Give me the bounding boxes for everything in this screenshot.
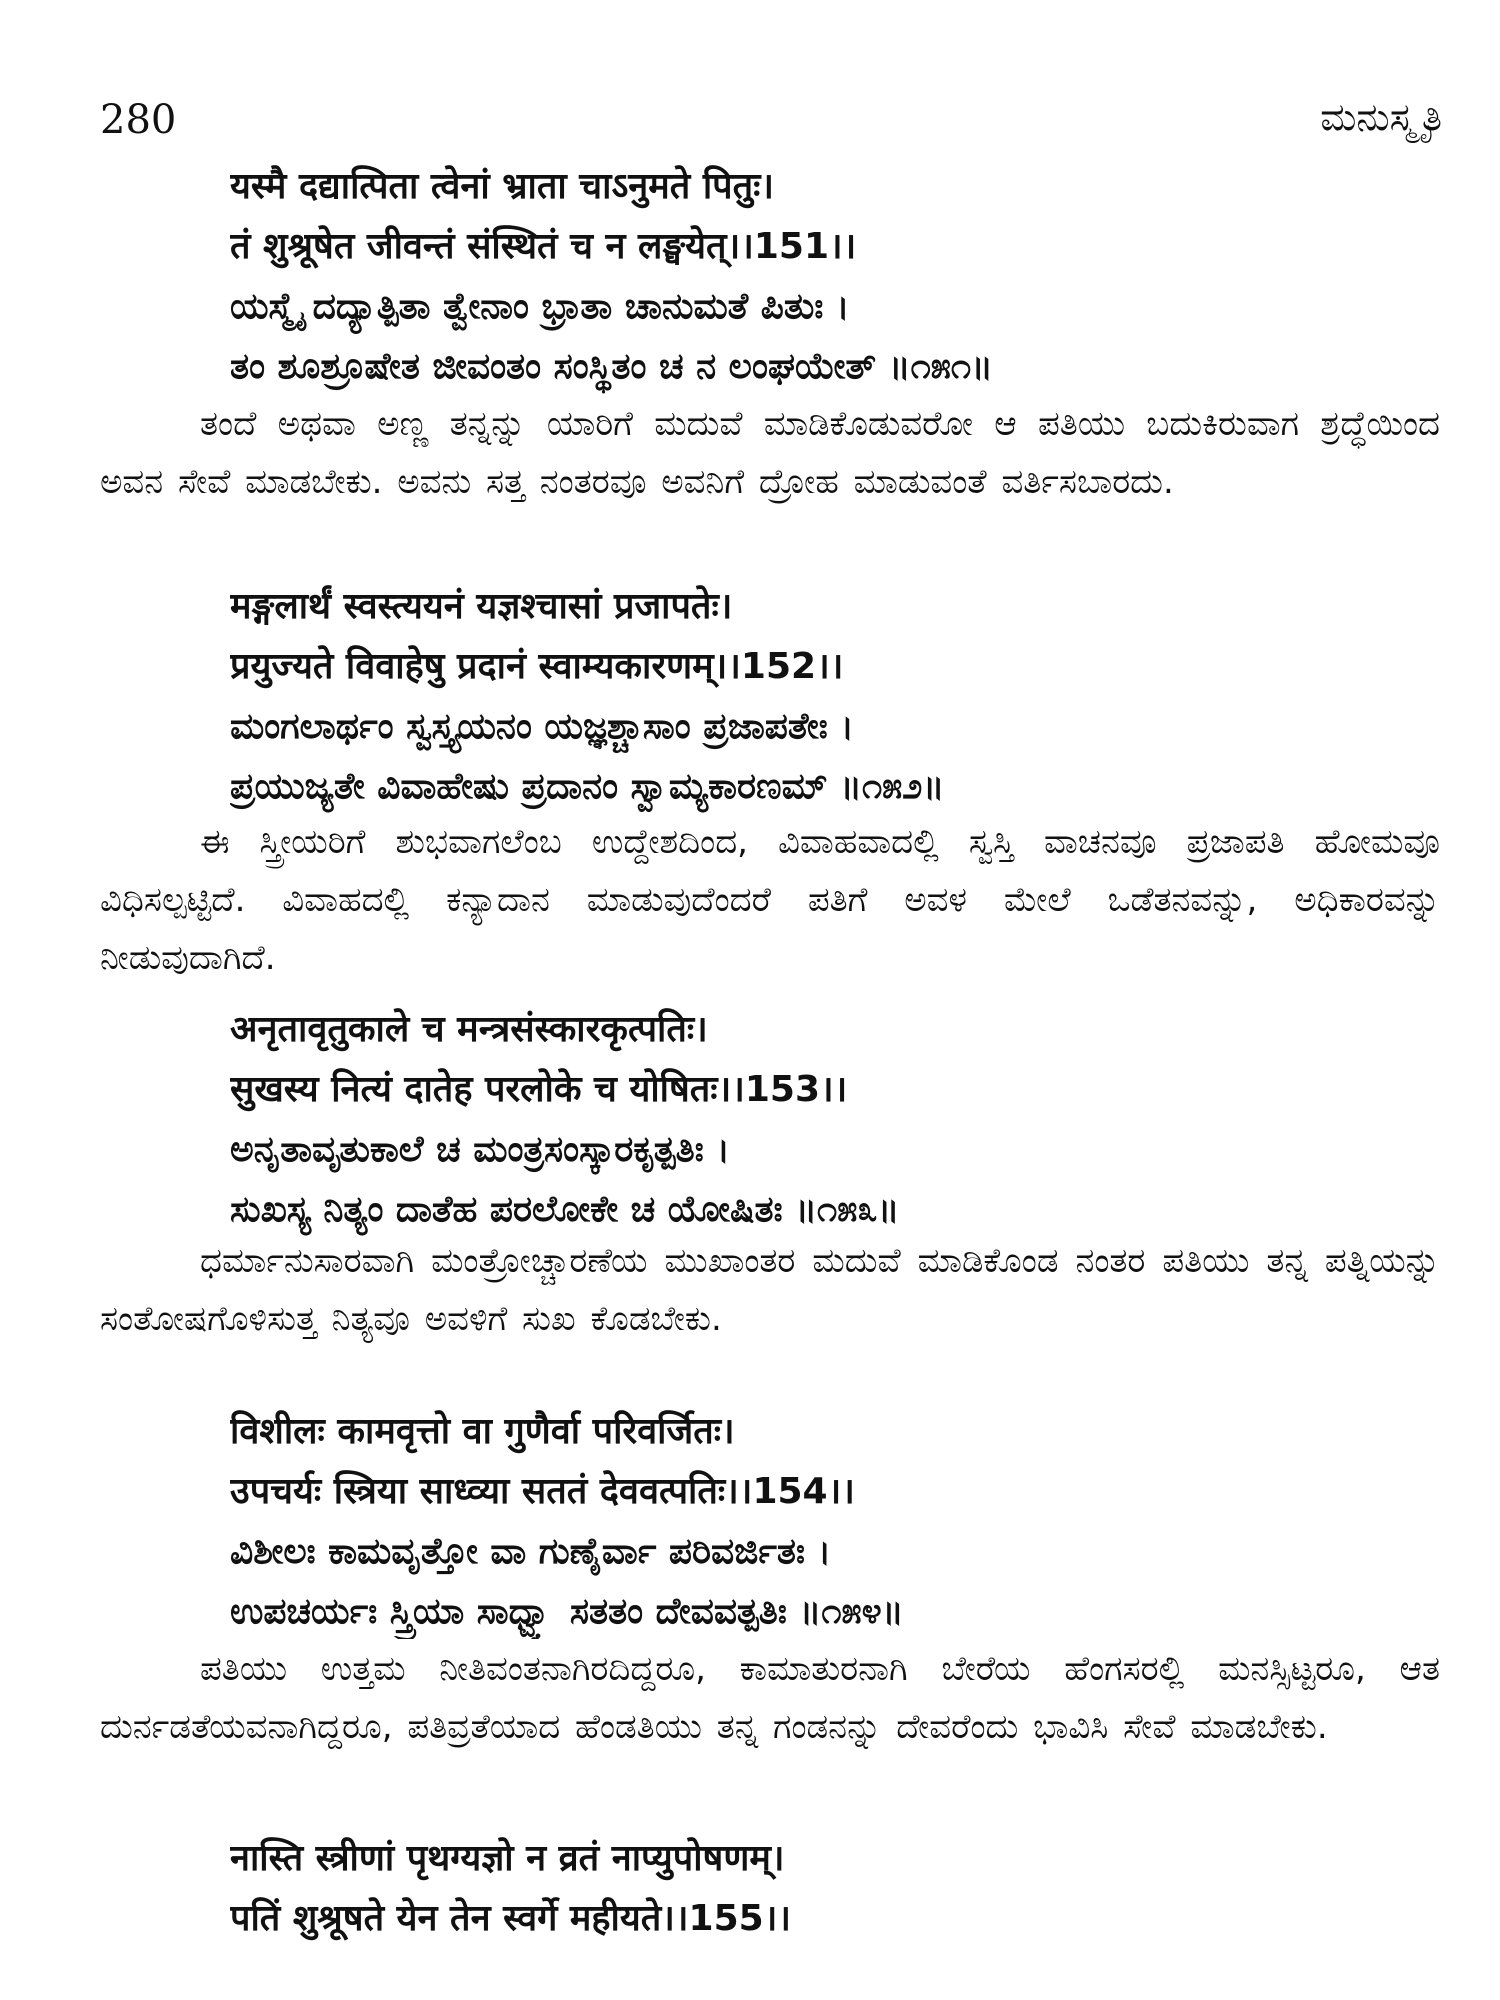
page-number: 280	[100, 97, 177, 143]
translation-paragraph: ತಂದೆ ಅಥವಾ ಅಣ್ಣ ತನ್ನನ್ನು ಯಾರಿಗೆ ಮದುವೆ ಮಾಡಿಕೊಡುವರೋ ಆ ಪತಿಯು ಬದುಕಿರುವಾಗ ಶ್ರದ್ಧೆಯಿಂದ ಅವನ ಸೇವೆ ಮಾಡಬೇಕು. ಅವನು ಸತ್ತ ನಂತರವೂ ಅವನಿಗೆ ದ್ರೋಹ ಮಾಡುವಂತೆ ವರ್ತಿಸಬಾರದು.	[100, 404, 1440, 502]
verse-153	[230, 1003, 1460, 1243]
verse-154	[230, 1405, 1460, 1645]
sanskrit-line: उपचर्यः स्त्रिया साध्व्या सततं देववत्पतिः।।154।।	[230, 1471, 855, 1512]
kannada-verse-line: ಪ್ರಯುಜ್ಯತೇ ವಿವಾಹೇಷು ಪ್ರದಾನಂ ಸ್ವಾಮ್ಯಕಾರಣಮ್ ॥೧೫೨॥	[230, 766, 945, 807]
kannada-verse-line: ಯಸ್ಮೈ ದದ್ಯಾತ್ಪಿತಾ ತ್ವೇನಾಂ ಭ್ರಾತಾ ಚಾನುಮತೆ ಪಿತುಃ ।	[230, 286, 850, 327]
verse-152	[230, 580, 1460, 820]
sanskrit-line: सुखस्य नित्यं दातेह परलोके च योषितः।।153।।	[230, 1069, 848, 1110]
verse-155	[230, 1832, 1460, 1952]
sanskrit-line: प्रयुज्यते विवाहेषु प्रदानं स्वाम्यकारणम्।।152।।	[230, 646, 844, 687]
sanskrit-line: पतिं शुश्रूषते येन तेन स्वर्गे महीयते।।155।।	[230, 1898, 791, 1939]
kannada-verse-line: ಮಂಗಲಾರ್ಥಂ ಸ್ವಸ್ತ್ಯಯನಂ ಯಜ್ಞಶ್ಚಾಸಾಂ ಪ್ರಜಾಪತೇಃ ।	[230, 706, 854, 747]
running-title: ಮನುಸ್ಮೃತಿ	[1320, 95, 1442, 139]
verse-151	[230, 160, 1460, 400]
sanskrit-line: नास्ति स्त्रीणां पृथग्यज्ञो न व्रतं नाप्युपोषणम्।	[230, 1838, 785, 1879]
translation-paragraph: ಧರ್ಮಾನುಸಾರವಾಗಿ ಮಂತ್ರೋಚ್ಚಾರಣೆಯ ಮುಖಾಂತರ ಮದುವೆ ಮಾಡಿಕೊಂಡ ನಂತರ ಪತಿಯು ತನ್ನ ಪತ್ನಿಯನ್ನು ಸಂತೋಷಗೊಳಿಸುತ್ತ ನಿತ್ಯವೂ ಅವಳಿಗೆ ಸುಖ ಕೊಡಬೇಕು.	[100, 1241, 1440, 1339]
kannada-verse-line: ವಿಶೀಲಃ ಕಾಮವೃತ್ತೋ ವಾ ಗುಣೈರ್ವಾ ಪರಿವರ್ಜಿತಃ ।	[230, 1531, 832, 1572]
sanskrit-line: तं शुश्रूषेत जीवन्तं संस्थितं च न लङ्घयेत्।।151।।	[230, 226, 857, 267]
translation-paragraph: ಈ ಸ್ತ್ರೀಯರಿಗೆ ಶುಭವಾಗಲೆಂಬ ಉದ್ದೇಶದಿಂದ, ವಿವಾಹವಾದಲ್ಲಿ ಸ್ವಸ್ತಿ ವಾಚನವೂ ಪ್ರಜಾಪತಿ ಹೋಮವೂ ವಿಧಿಸಲ್ಪಟ್ಟಿದೆ. ವಿವಾಹದಲ್ಲಿ ಕನ್ಯಾದಾನ ಮಾಡುವುದೆಂದರೆ ಪತಿಗೆ ಅವಳ ಮೇಲೆ ಒಡೆತನವನ್ನು, ಅಧಿಕಾರವನ್ನು ನೀಡುವುದಾಗಿದೆ.	[100, 822, 1440, 978]
sanskrit-line: अनृतावृतुकाले च मन्त्रसंस्कारकृत्पतिः।	[230, 1009, 708, 1050]
kannada-verse-line: ತಂ ಶೂಶ್ರೂಷೇತ ಜೀವಂತಂ ಸಂಸ್ಥಿತಂ ಚ ನ ಲಂಘಯೇತ್ ॥೧೫೧॥	[230, 346, 994, 387]
kannada-verse-line: ಅನೃತಾವೃತುಕಾಲೆ ಚ ಮಂತ್ರಸಂಸ್ಕಾರಕೃತ್ಪತಿಃ ।	[230, 1129, 730, 1170]
sanskrit-line: मङ्गलार्थं स्वस्त्ययनं यज्ञश्चासां प्रजापतेः।	[230, 586, 733, 627]
kannada-verse-line: ಸುಖಸ್ಯ ನಿತ್ಯಂ ದಾತೆಹ ಪರಲೋಕೇ ಚ ಯೋಷಿತಃ ॥೧೫೩॥	[230, 1189, 900, 1230]
translation-paragraph: ಪತಿಯು ಉತ್ತಮ ನೀತಿವಂತನಾಗಿರದಿದ್ದರೂ, ಕಾಮಾತುರನಾಗಿ ಬೇರೆಯ ಹೆಂಗಸರಲ್ಲಿ ಮನಸ್ಸಿಟ್ಟರೂ, ಆತ ದುರ್ನಡತೆಯವನಾಗಿದ್ದರೂ, ಪತಿವ್ರತೆಯಾದ ಹೆಂಡತಿಯು ತನ್ನ ಗಂಡನನ್ನು ದೇವರೆಂದು ಭಾವಿಸಿ ಸೇವೆ ಮಾಡಬೇಕು.	[100, 1649, 1440, 1747]
kannada-verse-line: ಉಪಚರ್ಯಃ ಸ್ತ್ರಿಯಾ ಸಾಧ್ವ್ಯಾ ಸತತಂ ದೇವವತ್ಪತಿಃ ॥೧೫೪॥	[230, 1591, 904, 1632]
sanskrit-line: विशीलः कामवृत्तो वा गुणैर्वा परिवर्जितः।	[230, 1411, 735, 1452]
sanskrit-line: यस्मै दद्यात्पिता त्वेनां भ्राता चाऽनुमते पितुः।	[230, 166, 775, 207]
